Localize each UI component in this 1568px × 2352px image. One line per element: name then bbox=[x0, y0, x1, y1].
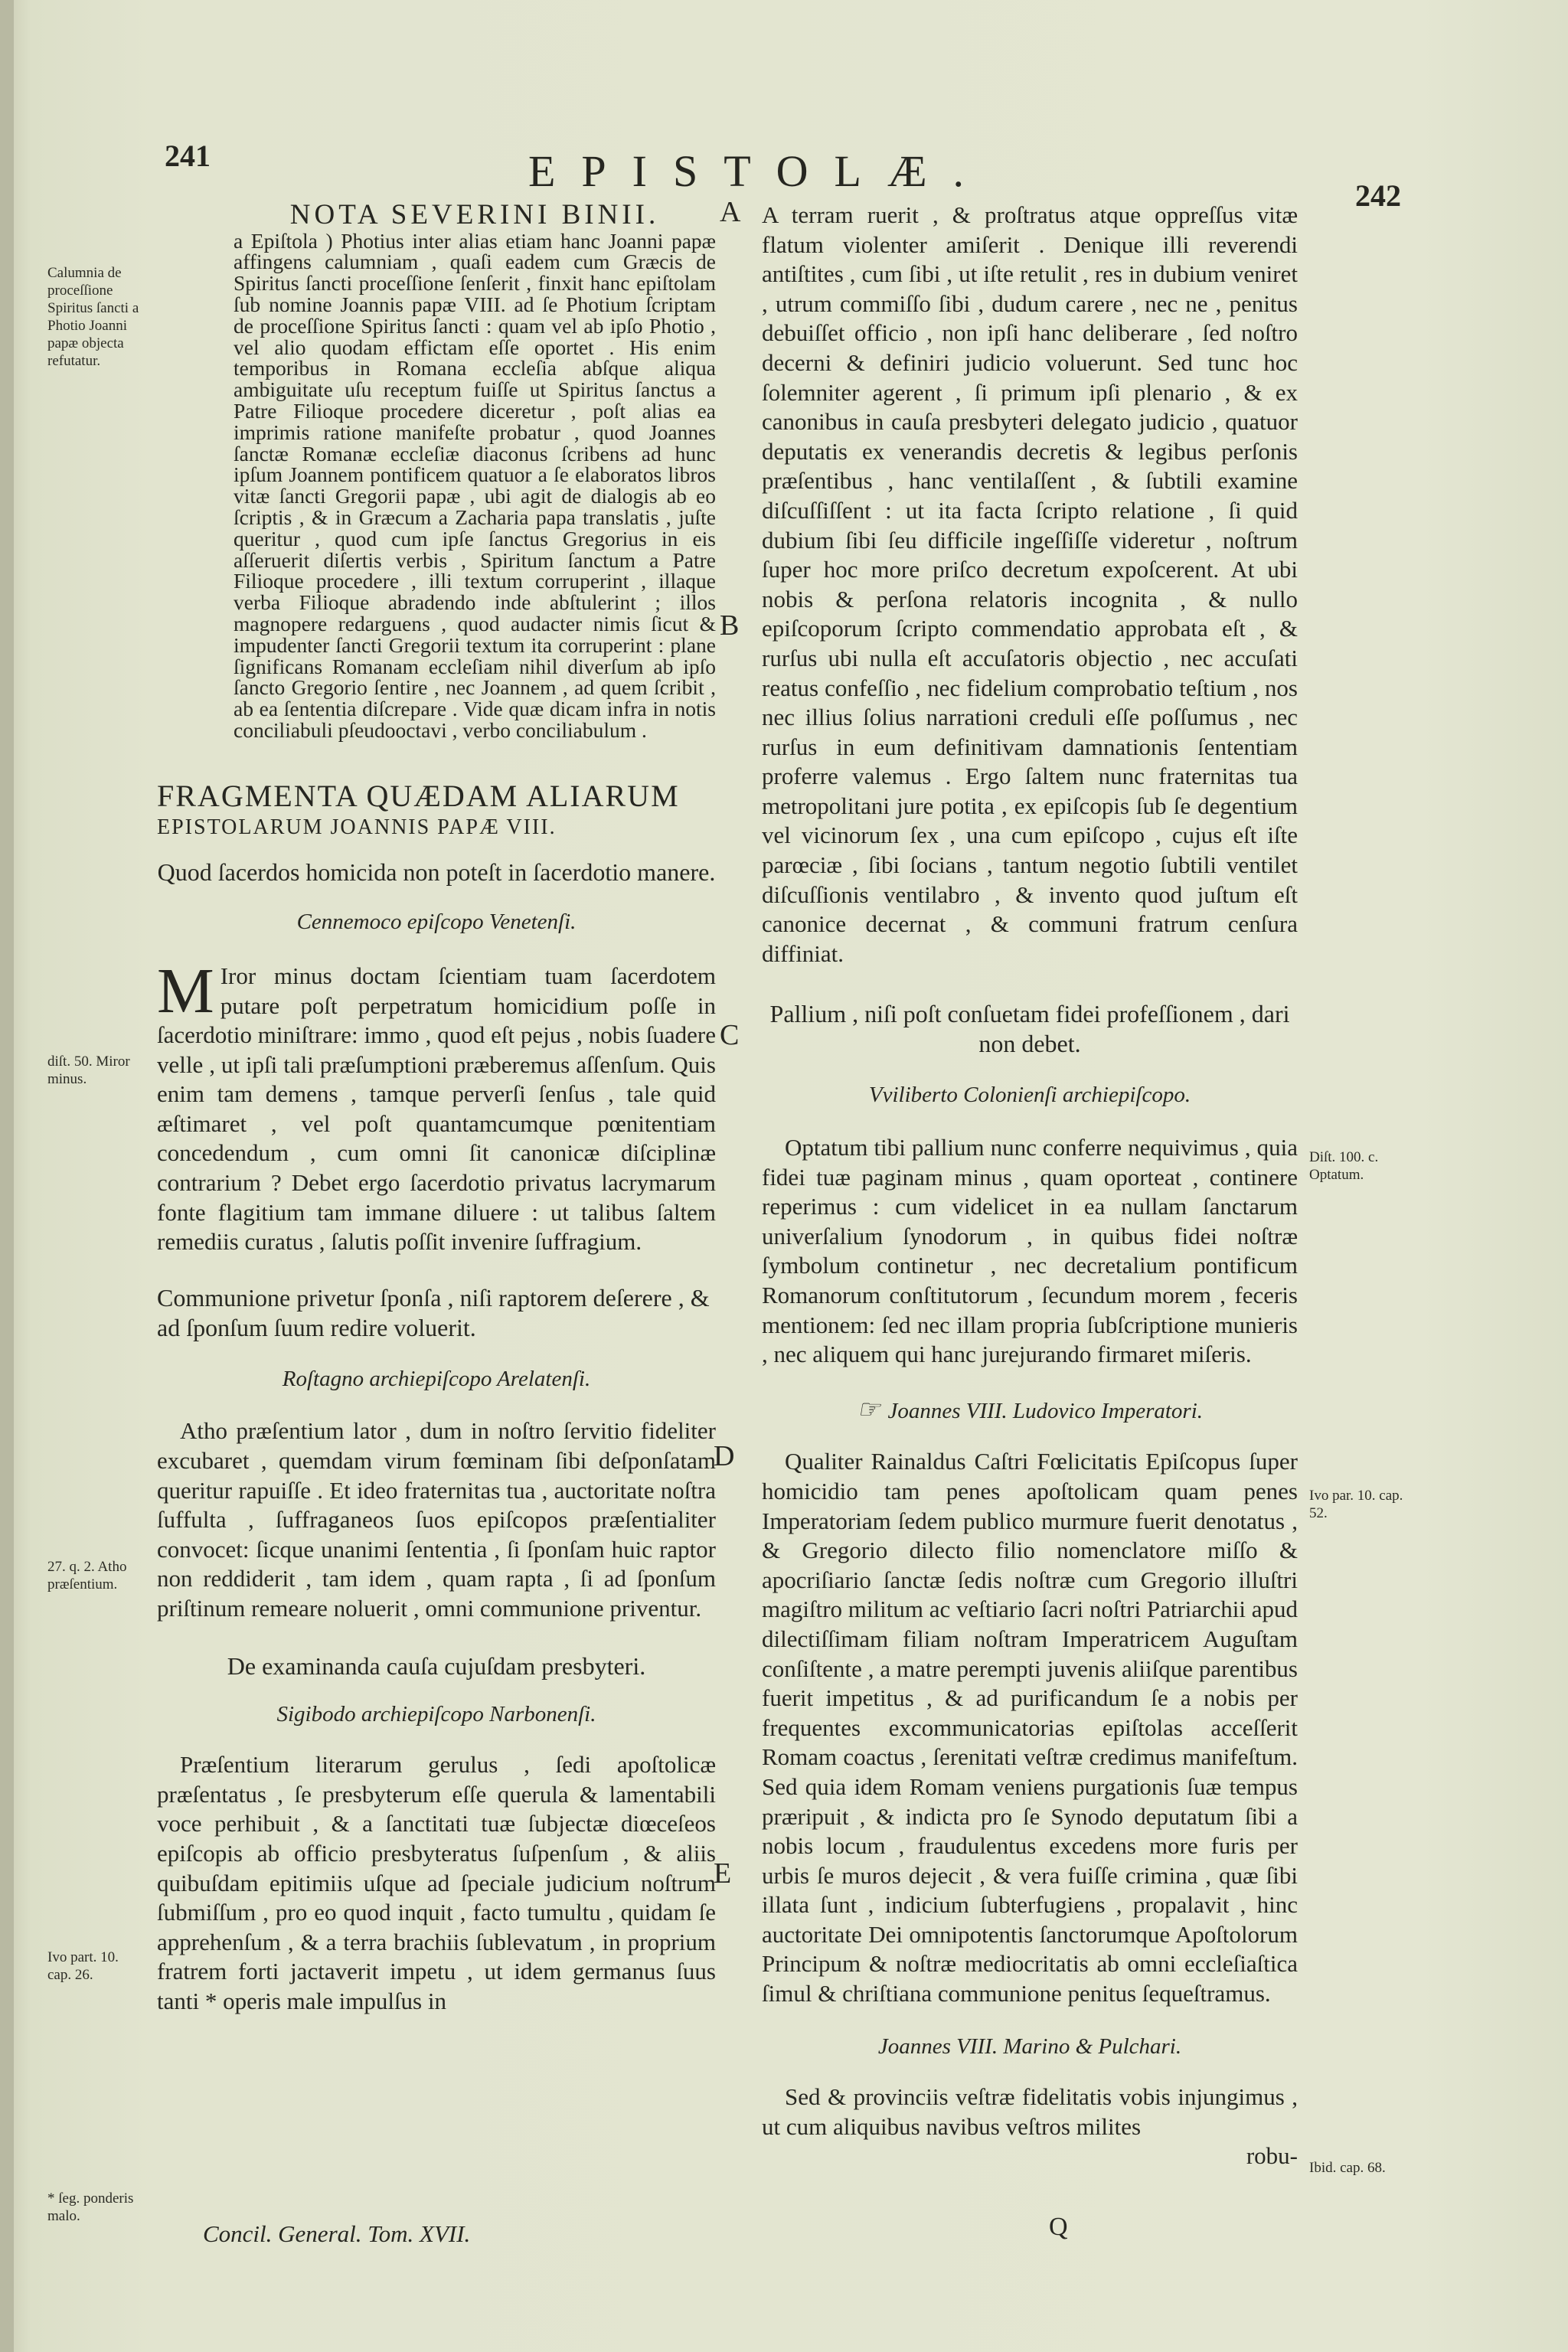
nota-heading: NOTA SEVERINI BINII. bbox=[289, 199, 660, 230]
address-marino: Joannes VIII. Marino & Pulchari. bbox=[877, 2034, 1182, 2059]
rubric-homicida: Quod ſacerdos homicida non poteſt in ſacerdotio manere. bbox=[157, 858, 716, 887]
section-letter-c: C bbox=[720, 1019, 740, 1051]
letter-cennemoco bbox=[157, 955, 716, 1257]
letter-rostagno: Atho præſentium lator , dum in noſtro ſervitio fideliter excubaret , quemdam virum fœminam ſibi deſponſatam queritur rapuiſſe . Et ideo fraternitas tua , auctoritate noſtra ſuffulta , ſuffraganeos ſuos epiſcopos præſentialiter convocet: ſicque unanimi ſententia , ſi ſponſam huic raptor non reddiderit , tam idem , quam rapta , ſi ad ſponſum priſtinum remeare noluerit , omni communione priventur. bbox=[157, 1417, 716, 1622]
pointing-hand-icon: ☞ bbox=[856, 1395, 880, 1424]
catchword: robu- bbox=[1246, 2142, 1298, 2170]
running-head: EPISTOLÆ. bbox=[528, 146, 991, 196]
rubric-presbyteri: De examinanda cauſa cujuſdam presbyteri. bbox=[227, 1651, 646, 1680]
address-ludovico: ☞ Joannes VIII. Ludovico Imperatori. bbox=[856, 1395, 1204, 1424]
fragmenta-subheading: EPISTOLARUM JOANNIS PAPÆ VIII. bbox=[157, 815, 557, 839]
letter-sigibodo-continued: A terram ruerit , & proſtratus atque oppreſſus vitæ flatum violenter amiſerit . Denique illi reverendi antiſtites , cum ſibi , ut iſte retulit , res in dubium veniret , utrum commiſſo ſibi , dudum carere , nec ne , penitus debuiſſet officio , non ipſi hanc deliberare , ſed noſtro decerni & definiri judicio voluerunt. Sed tunc hoc ſolemniter agerent , ſi primum ipſi plenario , & ex canonibus in cauſa presbyteri delegato judicio , quatuor deputatis ex venerandis decretis & legibus perſonis præſentibus , hanc ventilaſſent , & ſubtili examine diſcuſſiſſent : ut ita facta ſcripto relatione , ſi quid dubium ſibi ſeu difficile ingeſſiſſe videretur , noſtrum ſuper hoc more priſco decretum expoſcerent. At ubi nobis & perſona relatoris incognita , & nullo epiſcoporum ſcripto commendatio approbata eſt , & rurſus ubi nulla eſt accuſatoris objectio , nec accuſati reatus confeſſio , nec fidelium comprobatio teſtium , nos nec illius ſolius narrationi creduli eſſe poſſumus , nec rurſus in eum definitivam damnationis ſententiam proferre valemus . Ergo ſaltem nunc fraternitas tua metropolitani jure potita , ex epiſcopis ſub ſe degentium vel vicinorum ſex , una cum epiſcopo , cujus eſt iſte parœciæ , ſibi ſocians , tantum negotio ſubtili ventilet diſcuſſionis ventilabro , & invento quod juſtum eſt canonice decernat , & communi fratrum cenſura diffiniat. bbox=[762, 201, 1298, 967]
rubric-sponsa: Communione privetur ſponſa , niſi raptorem deſerere , & ad ſponſum ſuum redire voluerit. bbox=[157, 1283, 710, 1341]
right-column bbox=[762, 201, 1298, 2171]
margin-note-ponderis: * ſeg. ponderis malo. bbox=[47, 2190, 134, 2224]
drop-cap: M bbox=[157, 955, 214, 1027]
margin-note-dist100: Diſt. 100. c. Optatum. bbox=[1309, 1149, 1379, 1183]
margin-note-ibid68: Ibid. cap. 68. bbox=[1309, 2160, 1386, 2176]
section-letter-b: B bbox=[720, 609, 740, 642]
margin-note-ivo52: Ivo par. 10. cap. 52. bbox=[1309, 1488, 1403, 1521]
margin-note-ivo26: Ivo part. 10. cap. 26. bbox=[47, 1949, 119, 1983]
address-rostagno: Roſtagno archiepiſcopo Arelatenſi. bbox=[282, 1366, 591, 1391]
letter-marino: Sed & provinciis veſtræ fidelitatis vobis injungimus , ut cum aliquibus navibus veſtros milites bbox=[762, 2083, 1298, 2140]
fragmenta-heading: FRAGMENTA QUÆDAM ALIARUM bbox=[157, 778, 680, 813]
letter-vviliberto: Optatum tibi pallium nunc conferre nequivimus , quia fidei tuæ paginam minus , quam oporteat , continere reperimus : cum videlicet in ea nullam ſanctarum univerſalium ſynodorum , in quibus fidei noſtræ ſymbolum continetur , nec decretalium pontificum Romanorum conſtitutorum , ſecundum morem , feceris mentionem: ſed nec illam propria ſubſcriptione munieris , nec aliquem qui hanc jurejurando firmaret miſeris. bbox=[762, 1134, 1298, 1368]
margin-note-calumnia: Calumnia de proceſſione Spiritus ſancti a Photio Joanni papæ objecta refutatur. bbox=[47, 265, 139, 369]
section-letter-a: A bbox=[720, 196, 741, 228]
address-vviliberto: Vviliberto Colonienſi archiepiſcopo. bbox=[868, 1083, 1191, 1108]
margin-note-27q2: 27. q. 2. Atho præſentium. bbox=[47, 1559, 127, 1592]
rubric-pallium: Pallium , niſi poſt conſuetam fidei profeſſionem , dari non debet. bbox=[769, 1000, 1290, 1058]
margin-note-dist50: diſt. 50. Miror minus. bbox=[47, 1054, 130, 1087]
address-sigibodo: Sigibodo archiepiſcopo Narbonenſi. bbox=[276, 1701, 596, 1726]
page-number-right: 242 bbox=[1355, 178, 1401, 213]
page-number-left: 241 bbox=[165, 139, 211, 173]
section-letter-e: E bbox=[714, 1857, 732, 1890]
signature-mark: Q bbox=[1049, 2213, 1068, 2241]
page-gutter-shadow bbox=[0, 0, 14, 2352]
letter-ludovico: Qualiter Rainaldus Caſtri Fœlicitatis Epiſcopus ſuper homicidio tam penes apoſtolicam quam penes Imperatoriam ſedem publico murmure fuerit denotatus , & Gregorio dilecto filio nomenclatore miſſo & apocriſiario ſanctæ ſedis noſtræ cum Gregorio illuſtri magiſtro militum ac veſtiario ſacri noſtri Patriarchii apud dilectiſſimam filiam noſtram Imperatricem Auguſtam conſiſtente , a matre perempti juvenis aliiſque parentibus fuerit impetitus , & ad purificandum ſe a nobis per frequentes excommunicatorias epiſtolas acceſſerit Romam coactus , ſerenitati veſtræ credimus manifeſtum. Sed quia idem Romam veniens purgationis ſuæ tempus præripuit , & indicta pro ſe Synodo deputatum ſibi a nobis locum , fraudulentus excedens more furis per urbis ſe muros dejecit , & vera fuiſſe crimina , quæ ſibi illata ſunt , indicium ſubterfugiens , propalavit , hinc auctoritate Dei omnipotentis ſanctorumque Apoſtolorum Principum & noſtræ mediocritatis ab omni eccleſiaſtica ſimul & chriſtiana communione penitus ſequeſtramus. bbox=[762, 1448, 1298, 2007]
letter-sigibodo: Præſentium literarum gerulus , ſedi apoſtolicæ præſentatus , ſe presbyterum eſſe querula & lamentabili voce perhibuit , & a ſanctitati tuæ ſubjectæ diœceſeos epiſcopis ab officio presbyteratus ſuſpenſum , & aliis quibuſdam epitimiis uſque ad ſpeciale judicium noſtrum ſubmiſſum , pro eo quod inquit , facto tumultu , quidam ſe apprehenſum , & a terra brachiis ſublevatum , in proprium fratrem forti jactaverit impetu , ut idem germanus ſuus tanti * operis male impulſus in bbox=[157, 1751, 716, 2014]
address-cennemoco: Cennemoco epiſcopo Venetenſi. bbox=[296, 910, 577, 935]
footer-volume: Concil. General. Tom. XVII. bbox=[203, 2220, 471, 2247]
left-column bbox=[157, 201, 716, 2017]
section-letter-d: D bbox=[714, 1440, 735, 1472]
letter-cennemoco-text: Iror minus doctam ſcientiam tuam ſacerdotem putare poſt perpetratum homicidium poſſe in ſacerdotio miniſtrare: immo , quod eſt pejus , nobis ſuadere velle , ut ipſi tali præſumptioni præberemus aſſenſum. Quis enim tam demens , tamque perverſi ſenſus , tale quid æſtimaret , vel poſt quantamcumque pœnitentiam concedendum , cum omni ſit canonicæ diſciplinæ contrarium ? Debet ergo ſacerdotio privatus lacrymarum fonte flagitium tam immane diluere : ut talibus ſaltem remediis curatus , ſalutis poſſit invenire ſuffragium. bbox=[157, 962, 716, 1256]
nota-text: a Epiſtola ) Photius inter alias etiam hanc Joanni papæ affingens calumniam , quaſi eadem cum Græcis de Spiritus ſancti proceſſione ſenſerit , finxit hanc epiſtolam ſub nomine Joannis papæ VIII. ad ſe Photium ſcriptam de proceſſione Spiritus ſancti : quam vel ab ipſo Photio , vel alio quodam effictam eſſe oportet . His enim temporibus in Romana eccleſia abſque aliqua ambiguitate uſu receptum fuiſſe ut Spiritus ſanctus a Patre Filioque procedere diceretur , poſt alias ea imprimis ratione manifeſte probatur , quod Joannes ſanctæ Romanæ eccleſiæ diaconus ſcribens ad hunc ipſum Joannem pontificem quatuor a ſe elaboratos libros vitæ ſancti Gregorii papæ , ubi agit de dialogis ab eo ſcriptis , & in Græcum a Zacharia papa translatis , juſte queritur , quod cum ipſe ſanctus Gregorius in eis aſſeruerit diſertis verbis , Spiritum ſanctum a Patre Filioque procedere , illi textum corruperint , illaque verba Filioque abradendo inde abſtulerint ; illos magnopere redarguens , quod audacter nimis ſicut & impudenter ſancti Gregorii textum ita corruperint : plane ſignificans Romanam eccleſiam nihil diverſum ab ipſo ſancto Gregorio ſentire , nec Joannem , ad quem ſcribit , ab ea ſententia diſcrepare . Vide quæ dicam infra in notis conciliabuli pſeudooctavi , verbo conciliabulum . bbox=[234, 228, 716, 742]
